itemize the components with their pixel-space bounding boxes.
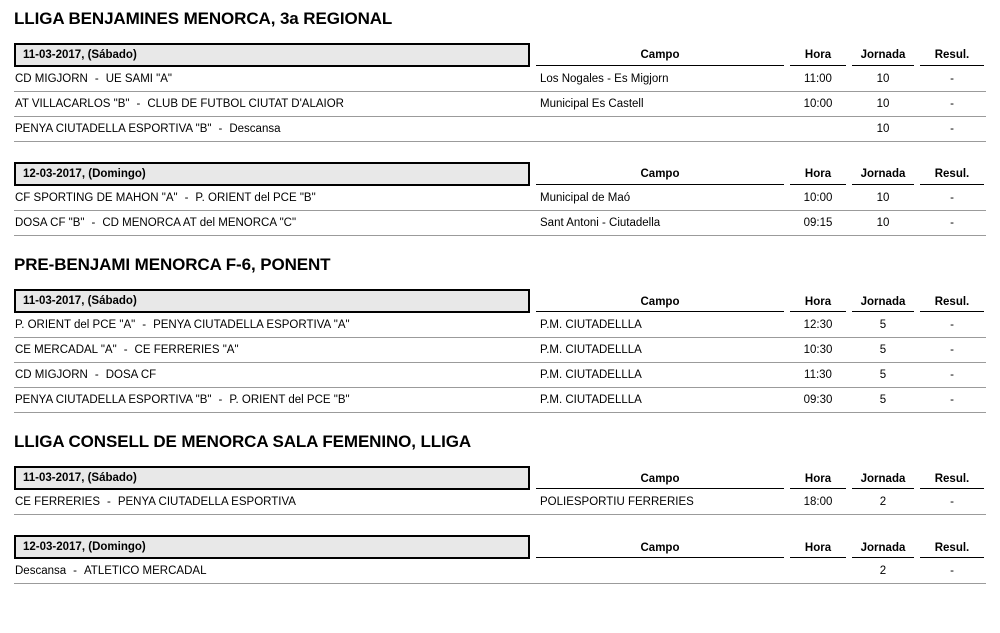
column-header-hora: Hora (790, 49, 846, 66)
match-jornada: 5 (879, 319, 887, 332)
match-resul: - (950, 369, 954, 382)
match-hora: 10:00 (803, 98, 833, 111)
match-teams-cell (14, 217, 530, 229)
match-teams-cell (14, 319, 530, 331)
home-team-name: CD MIGJORN (15, 73, 88, 86)
match-hora: 18:00 (803, 496, 833, 509)
away-team-name: CLUB DE FUTBOL CIUTAT D'ALAIOR (147, 98, 344, 111)
column-headers (536, 168, 986, 186)
column-header-resul: Resul. (920, 168, 984, 185)
column-header-hora: Hora (790, 296, 846, 313)
match-teams-cell (14, 98, 530, 110)
column-headers (536, 296, 986, 314)
match-teams-cell (14, 123, 530, 135)
column-header-jornada: Jornada (852, 168, 914, 185)
competition-title: PRE-BENJAMI MENORCA F-6, PONENT (14, 255, 331, 275)
column-header-jornada: Jornada (852, 542, 914, 559)
versus-separator: - (94, 369, 99, 382)
match-jornada: 10 (876, 123, 890, 136)
column-header-campo: Campo (536, 296, 784, 313)
column-header-hora: Hora (790, 168, 846, 185)
match-day-block (14, 289, 986, 413)
away-team-name: CD MENORCA AT del MENORCA "C" (102, 217, 297, 230)
match-campo: P.M. CIUTADELLLA (540, 319, 642, 332)
home-team-name: CE FERRERIES (15, 496, 100, 509)
table-row[interactable] (14, 67, 986, 92)
match-resul: - (950, 344, 954, 357)
match-resul: - (950, 394, 954, 407)
versus-separator: - (94, 73, 99, 86)
table-row[interactable] (14, 559, 986, 584)
away-team-name: P. ORIENT del PCE "B" (195, 192, 316, 205)
column-header-campo: Campo (536, 473, 784, 490)
match-day-block (14, 43, 986, 142)
home-team-name: Descansa (15, 565, 67, 578)
away-team-name: Descansa (229, 123, 281, 136)
column-header-campo: Campo (536, 168, 784, 185)
home-team-name: CE MERCADAL "A" (15, 344, 117, 357)
column-header-resul: Resul. (920, 49, 984, 66)
date-header-box (14, 43, 530, 67)
match-hora: 10:00 (803, 192, 833, 205)
match-resul: - (950, 123, 954, 136)
match-jornada: 10 (876, 73, 890, 86)
block-header (14, 289, 986, 313)
match-campo: Municipal de Maó (540, 192, 631, 205)
column-header-hora: Hora (790, 542, 846, 559)
table-row[interactable] (14, 388, 986, 413)
match-campo: Los Nogales - Es Migjorn (540, 73, 669, 86)
block-header (14, 466, 986, 490)
match-date: 11-03-2017, (23, 472, 85, 485)
date-header-box (14, 535, 530, 559)
column-headers (536, 49, 986, 67)
match-jornada: 2 (879, 565, 887, 578)
versus-separator: - (73, 565, 77, 578)
match-date: 12-03-2017, (23, 541, 86, 554)
match-weekday: (Sábado) (87, 472, 137, 485)
versus-separator: - (107, 496, 111, 509)
home-team-name: PENYA CIUTADELLA ESPORTIVA "B" (15, 123, 212, 136)
column-header-hora: Hora (790, 473, 846, 490)
match-jornada: 10 (876, 217, 890, 230)
versus-separator: - (142, 319, 147, 332)
block-header (14, 162, 986, 186)
versus-separator: - (91, 217, 96, 230)
versus-separator: - (218, 394, 223, 407)
match-rows (14, 186, 986, 236)
home-team-name: AT VILLACARLOS "B" (15, 98, 130, 111)
away-team-name: PENYA CIUTADELLA ESPORTIVA "A" (153, 319, 350, 332)
table-row[interactable] (14, 490, 986, 515)
match-resul: - (950, 192, 954, 205)
column-header-resul: Resul. (920, 473, 984, 490)
column-header-jornada: Jornada (852, 296, 914, 313)
match-date: 12-03-2017, (23, 168, 86, 181)
column-header-jornada: Jornada (852, 49, 914, 66)
match-jornada: 10 (876, 192, 890, 205)
match-teams-cell (14, 369, 530, 381)
table-row[interactable] (14, 363, 986, 388)
column-headers (536, 473, 986, 491)
match-resul: - (950, 217, 954, 230)
block-header (14, 43, 986, 67)
column-headers (536, 542, 986, 560)
match-campo: P.M. CIUTADELLLA (540, 369, 642, 382)
match-jornada: 5 (879, 344, 887, 357)
match-teams-cell (14, 73, 530, 85)
away-team-name: PENYA CIUTADELLA ESPORTIVA (117, 496, 296, 509)
competition-title: LLIGA BENJAMINES MENORCA, 3a REGIONAL (14, 9, 393, 28)
competition-title: LLIGA CONSELL DE MENORCA SALA FEMENINO, LLIGA (14, 432, 472, 452)
away-team-name: P. ORIENT del PCE "B" (229, 394, 350, 407)
column-header-resul: Resul. (920, 542, 984, 559)
match-hora: 09:15 (803, 217, 833, 230)
match-resul: - (950, 565, 954, 578)
match-day-block (14, 535, 986, 584)
match-rows (14, 67, 986, 142)
versus-separator: - (218, 123, 223, 136)
match-date: 11-03-2017, (23, 49, 85, 61)
match-hora: 11:00 (804, 73, 832, 86)
date-header-box (14, 289, 530, 313)
match-jornada: 10 (876, 98, 890, 111)
column-header-campo: Campo (536, 49, 784, 66)
match-date: 11-03-2017, (23, 295, 85, 308)
home-team-name: PENYA CIUTADELLA ESPORTIVA "B" (15, 394, 212, 407)
match-rows (14, 559, 986, 584)
match-campo: POLIESPORTIU FERRERIES (540, 496, 694, 509)
home-team-name: P. ORIENT del PCE "A" (15, 319, 136, 332)
match-teams-cell (14, 344, 530, 356)
match-teams-cell (14, 565, 530, 577)
match-day-block (14, 466, 986, 515)
match-jornada: 5 (879, 369, 887, 382)
versus-separator: - (123, 344, 128, 357)
match-weekday: (Sábado) (87, 49, 137, 61)
match-campo: Sant Antoni - Ciutadella (540, 217, 661, 230)
column-header-campo: Campo (536, 542, 784, 559)
table-row[interactable] (14, 117, 986, 142)
away-team-name: CE FERRERIES "A" (134, 344, 239, 357)
match-rows (14, 313, 986, 413)
competition-section (0, 433, 1000, 584)
match-jornada: 2 (879, 496, 887, 509)
match-campo: P.M. CIUTADELLLA (540, 344, 642, 357)
match-resul: - (950, 496, 954, 509)
column-header-resul: Resul. (920, 296, 984, 313)
table-row[interactable] (14, 186, 986, 211)
match-jornada: 5 (879, 394, 887, 407)
match-teams-cell (14, 394, 530, 406)
versus-separator: - (184, 192, 189, 205)
match-weekday: (Domingo) (88, 168, 146, 181)
match-resul: - (950, 73, 954, 86)
table-row[interactable] (14, 92, 986, 117)
match-hora: 09:30 (803, 394, 833, 407)
sections-container (0, 10, 1000, 584)
competition-section (0, 256, 1000, 413)
away-team-name: ATLÉTICO MERCADAL (83, 565, 207, 578)
date-header-box (14, 162, 530, 186)
table-row[interactable] (14, 211, 986, 236)
home-team-name: DOSA CF "B" (15, 217, 85, 230)
match-teams-cell (14, 496, 530, 508)
away-team-name: DOSA CF (105, 369, 157, 382)
match-campo: Municipal Es Castell (540, 98, 644, 111)
table-row[interactable] (14, 338, 986, 363)
versus-separator: - (136, 98, 141, 111)
competition-section (0, 10, 1000, 236)
block-header (14, 535, 986, 559)
match-weekday: (Sábado) (87, 295, 137, 308)
away-team-name: UE SAMI "A" (105, 73, 173, 86)
match-teams-cell (14, 192, 530, 204)
table-row[interactable] (14, 313, 986, 338)
home-team-name: CD MIGJORN (15, 369, 88, 382)
match-rows (14, 490, 986, 515)
column-header-jornada: Jornada (852, 473, 914, 490)
home-team-name: CF SPORTING DE MAHON "A" (15, 192, 178, 205)
match-resul: - (950, 319, 954, 332)
match-resul: - (950, 98, 954, 111)
match-weekday: (Domingo) (88, 541, 146, 554)
match-campo: P.M. CIUTADELLLA (540, 394, 642, 407)
match-hora: 12:30 (803, 319, 833, 332)
match-hora: 11:30 (804, 369, 832, 382)
match-day-block (14, 162, 986, 236)
match-hora: 10:30 (803, 344, 833, 357)
date-header-box (14, 466, 530, 490)
